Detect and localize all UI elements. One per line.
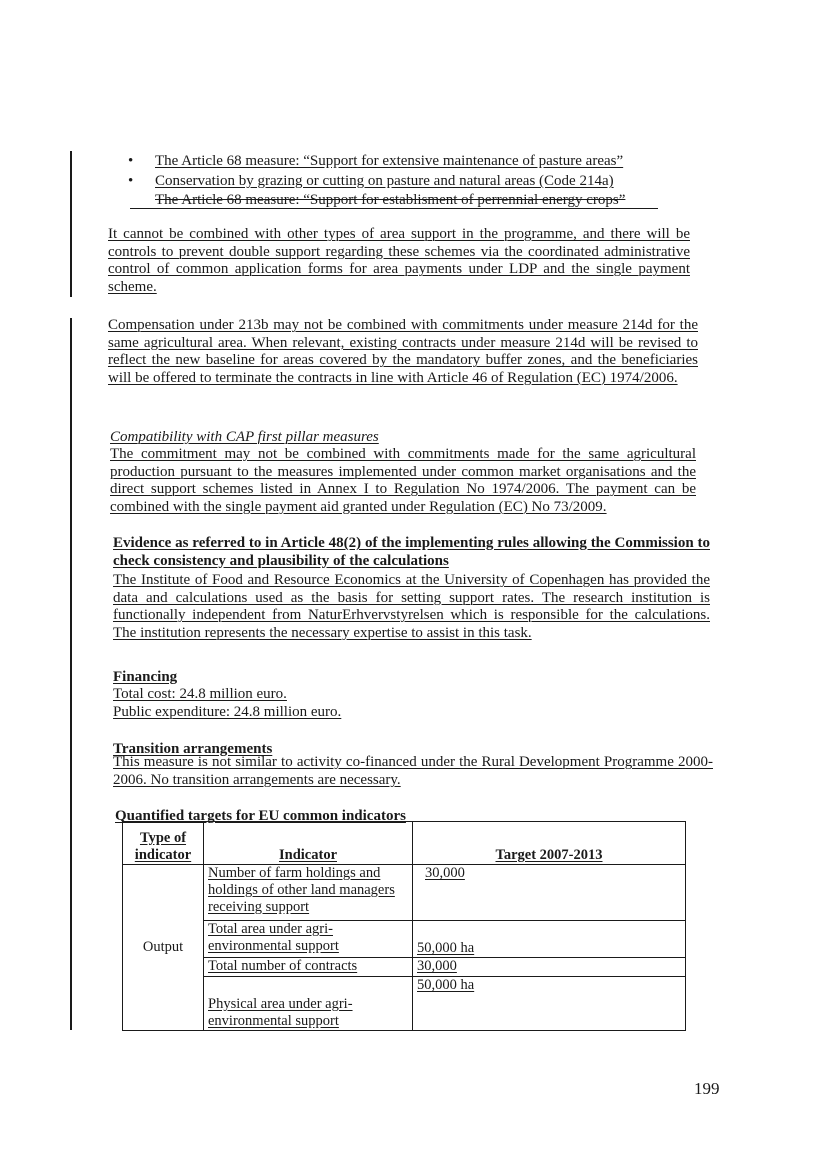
target-cell: 50,000 ha — [413, 977, 686, 1031]
table-row — [123, 865, 686, 921]
struck-bullet-item: The Article 68 measure: “Support for establisment of perrennial energy crops” — [155, 192, 626, 208]
page-number: 199 — [694, 1079, 720, 1098]
transition-paragraph: This measure is not similar to activity co-financed under the Rural Development Programme 2000-2006. No transition arrangements are necessary. — [113, 754, 713, 788]
col-target-header: Target 2007-2013 — [413, 822, 686, 865]
bullet-item: Conservation by grazing or cutting on pasture and natural areas (Code 214a) — [155, 173, 614, 189]
evidence-heading: Evidence as referred to in Article 48(2) of the implementing rules allowing the Commission to check consistency and plausibility of the calculations — [113, 535, 710, 569]
target-cell: 30,000 — [413, 958, 686, 977]
evidence-paragraph: The Institute of Food and Resource Economics at the University of Copenhagen has provided the data and calculations used as the basis for setting support rates. The research institution is functionally independent from NaturErhvervstyrelsen which is responsible for the calculations. The institution represents the necessary expertise to assist in this task. — [113, 572, 710, 641]
total-cost: Total cost: 24.8 million euro. — [113, 686, 287, 702]
bullet-icon: • — [128, 153, 134, 169]
change-bar — [70, 151, 72, 297]
indicator-cell: Total number of contracts — [204, 958, 413, 977]
combination-paragraph: It cannot be combined with other types of area support in the programme, and there will be controls to prevent double support regarding these schemes via the coordinated administrative control of common application forms for area payments under LDP and the single payment scheme. — [108, 226, 690, 295]
cap-heading: Compatibility with CAP first pillar measures — [110, 429, 379, 445]
target-cell: 50,000 ha — [413, 921, 686, 958]
targets-table — [122, 821, 686, 1031]
public-expenditure: Public expenditure: 24.8 million euro. — [113, 704, 342, 720]
transition-heading: Transition arrangements — [113, 741, 273, 757]
indicator-cell: Number of farm holdings and holdings of other land managers receiving support — [204, 865, 413, 921]
cap-paragraph: The commitment may not be combined with commitments made for the same agricultural production pursuant to the measures implemented under common market organisations and the direct support schemes listed in Annex I to Regulation No 1974/2006. The payment can be combined with the single payment aid granted under Regulation (EC) No 73/2009. — [110, 446, 696, 515]
output-type-cell: Output — [123, 865, 204, 1031]
compensation-paragraph: Compensation under 213b may not be combined with commitments under measure 214d for the same agricultural area. When relevant, existing contracts under measure 214d will be revised to reflect the new baseline for areas covered by the mandatory buffer zones, and the beneficiaries will be offered to terminate the contracts in line with Article 46 of Regulation (EC) 1974/2006. — [108, 317, 698, 386]
financing-heading: Financing — [113, 669, 178, 685]
table-row — [123, 977, 686, 1031]
table-row — [123, 958, 686, 977]
indicator-cell: Total area under agri-environmental support — [204, 921, 413, 958]
targets-heading: Quantified targets for EU common indicators — [115, 808, 406, 824]
col-indicator-header: Indicator — [204, 822, 413, 865]
change-bar — [70, 318, 72, 1030]
table-row — [123, 921, 686, 958]
strike-rule — [130, 208, 658, 209]
bullet-icon: • — [128, 173, 134, 189]
col-type-header: Type of indicator — [123, 822, 204, 865]
target-cell: 30,000 — [413, 865, 686, 921]
indicator-cell: Physical area under agri-environmental support — [204, 977, 413, 1031]
table-header-row — [123, 822, 686, 865]
bullet-item: The Article 68 measure: “Support for extensive maintenance of pasture areas” — [155, 153, 624, 169]
